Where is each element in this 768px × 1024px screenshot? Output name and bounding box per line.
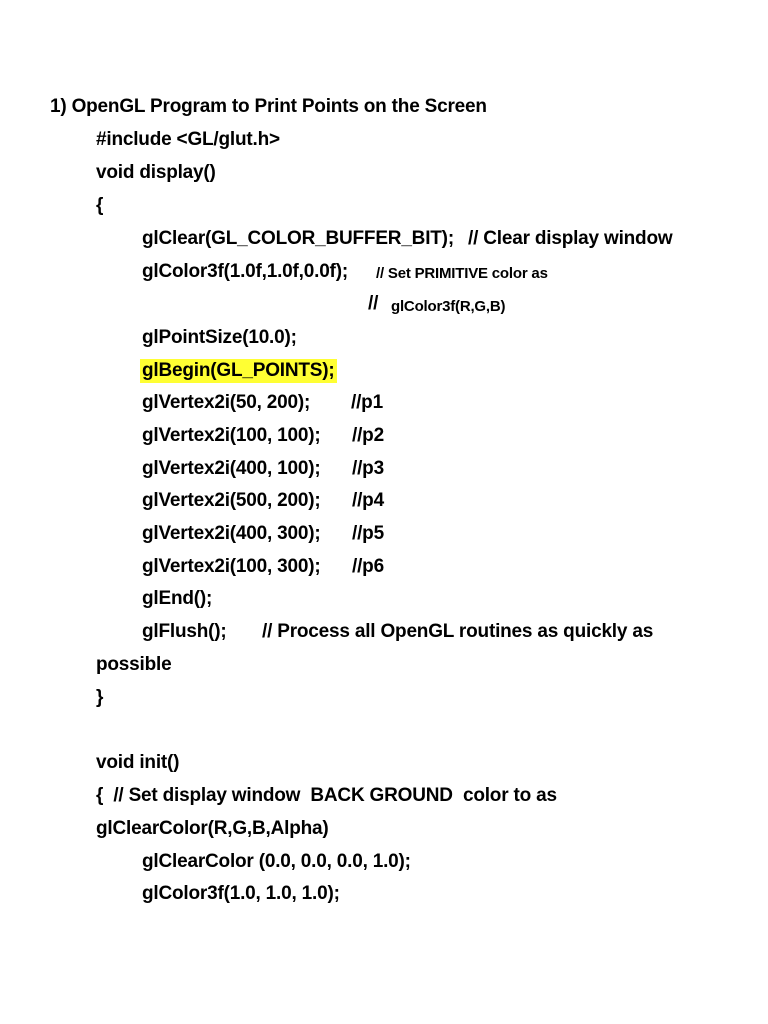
code-line-vertex-2: glVertex2i(100, 100); bbox=[142, 425, 321, 446]
code-line-vertex-6: glVertex2i(100, 300); bbox=[142, 556, 321, 577]
code-line-vertex-3: glVertex2i(400, 100); bbox=[142, 458, 321, 479]
code-comment-vertex-5: //p5 bbox=[352, 523, 384, 544]
code-line-close-brace: } bbox=[96, 687, 104, 708]
code-line-glflush: glFlush(); bbox=[142, 621, 227, 642]
code-line-display-signature: void display() bbox=[96, 162, 216, 183]
code-comment-glcolor-continued: glColor3f(R,G,B) bbox=[391, 298, 506, 315]
code-line-vertex-4: glVertex2i(500, 200); bbox=[142, 490, 321, 511]
code-line-glclear: glClear(GL_COLOR_BUFFER_BIT); bbox=[142, 228, 454, 249]
code-line-open-brace: { bbox=[96, 195, 104, 216]
code-line-possible: possible bbox=[96, 654, 172, 675]
code-line-vertex-1: glVertex2i(50, 200); bbox=[142, 392, 311, 413]
code-line-include: #include <GL/glut.h> bbox=[96, 129, 280, 150]
code-comment-glcolor-slashes: // bbox=[368, 293, 379, 314]
code-line-glend: glEnd(); bbox=[142, 588, 213, 609]
code-comment-vertex-2: //p2 bbox=[352, 425, 384, 446]
code-line-clearcolor: glClearColor (0.0, 0.0, 0.0, 1.0); bbox=[142, 851, 411, 872]
code-line-clearcolor-signature: glClearColor(R,G,B,Alpha) bbox=[96, 818, 329, 839]
code-line-init-signature: void init() bbox=[96, 752, 180, 773]
code-line-glcolor: glColor3f(1.0f,1.0f,0.0f); bbox=[142, 261, 348, 282]
code-comment-glclear: // Clear display window bbox=[468, 228, 673, 249]
code-comment-vertex-4: //p4 bbox=[352, 490, 384, 511]
code-line-glcolor-white: glColor3f(1.0, 1.0, 1.0); bbox=[142, 883, 340, 904]
code-line-vertex-5: glVertex2i(400, 300); bbox=[142, 523, 321, 544]
code-line-glbegin-highlighted: glBegin(GL_POINTS); bbox=[142, 360, 335, 381]
code-comment-glcolor: // Set PRIMITIVE color as bbox=[376, 265, 548, 282]
code-comment-vertex-1: //p1 bbox=[351, 392, 383, 413]
code-comment-vertex-6: //p6 bbox=[352, 556, 384, 577]
document-heading: 1) OpenGL Program to Print Points on the Screen bbox=[50, 96, 487, 117]
code-comment-glflush: // Process all OpenGL routines as quickly as bbox=[262, 621, 654, 642]
code-line-pointsize: glPointSize(10.0); bbox=[142, 327, 297, 348]
code-comment-vertex-3: //p3 bbox=[352, 458, 384, 479]
code-line-init-open-comment: { // Set display window BACK GROUND color to as bbox=[96, 785, 557, 806]
